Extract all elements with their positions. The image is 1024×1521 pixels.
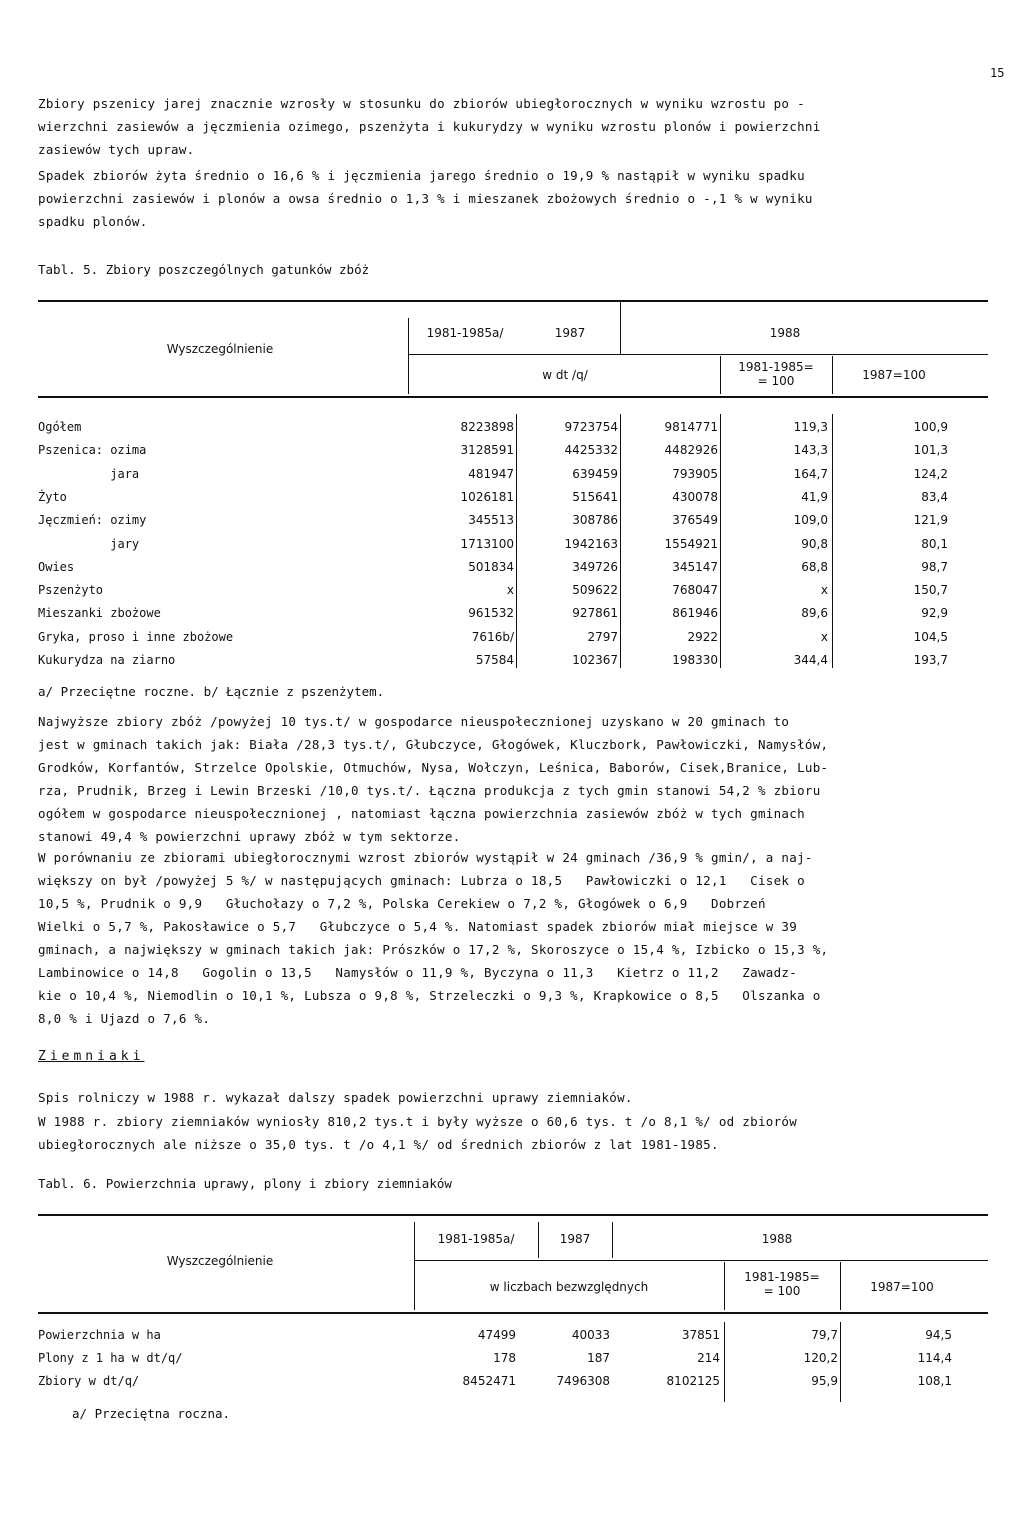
table6-cell-v2: 7496308: [556, 1374, 610, 1388]
table5-row-label: Pszenica: ozima: [38, 443, 147, 458]
table5-header-col5: 1987=100: [862, 368, 926, 382]
table5-cell-v2: 2797: [587, 629, 618, 644]
table5-cell-v4: 119,3: [793, 420, 828, 434]
table5-row-label: Owies: [38, 559, 75, 574]
table5-cell-v3: 4482926: [664, 443, 718, 458]
table5-vline: [620, 414, 621, 668]
section-title: Ziemniaki: [38, 1049, 145, 1064]
table6-cell-v4: 95,9: [811, 1374, 838, 1388]
table6-header-col5: 1987=100: [870, 1280, 934, 1294]
table5-header-col1: 1981-1985a/: [426, 326, 504, 340]
section-paragraph-5: Spis rolniczy w 1988 r. wykazał dalszy spadek powierzchni uprawy ziemniaków.: [38, 1090, 633, 1105]
table5-cell-v3: 345147: [672, 559, 718, 574]
table6-header-col1: 1981-1985a/: [437, 1232, 515, 1246]
table5-cell-v2: 509622: [572, 583, 618, 598]
table5-cell-v4: x: [820, 629, 828, 644]
table5-cell-v5: 124,2: [913, 466, 948, 481]
table5-cell-v2: 515641: [572, 489, 618, 504]
table5-header-col2: 1987: [554, 326, 586, 340]
table5-cell-v5: 150,7: [913, 583, 948, 598]
table5-header-col4: 1981-1985= = 100: [738, 360, 814, 388]
table5-cell-v1: 1713100: [460, 536, 514, 551]
table6-row-label: Plony z 1 ha w dt/q/: [38, 1351, 183, 1365]
table5-cell-v1: 3128591: [460, 443, 514, 458]
table6-footnote: a/ Przeciętna roczna.: [72, 1406, 231, 1421]
page-number: 15: [990, 66, 1005, 80]
table5-cell-v4: 41,9: [801, 489, 828, 504]
table6-cell-v1: 178: [493, 1351, 516, 1365]
table5-cell-v4: x: [820, 583, 828, 598]
table6-cell-v1: 47499: [477, 1328, 516, 1342]
table6-cell-v3: 214: [697, 1351, 720, 1365]
table6-cell-v4: 120,2: [803, 1351, 838, 1365]
table5-header-unit: w dt /q/: [542, 368, 588, 382]
body-paragraph-3: Najwyższe zbiory zbóż /powyżej 10 tys.t/ w gospodarce nieuspołecznionej uzyskano w 20 gminach to jest w gminach takich jak: Biała /28,3 tys.t/, Głubczyce, Głogówek, Kluczbork, Pawłowiczki, Namysłów, Grodków, Korfantów, Strzelce Opolskie, Otmuchów, Nysa, Wołczyn, Leśnica, Baborów, Cisek,Branice, Lub- rza, Prudnik, Brzeg i Lewin Brzeski /10,0 tys.t/. Łączna produkcja z tych gmin stanowi 54,2 % zbioru ogółem w gospodarce nieuspołecznionej , natomiast łączna powierzchnia zasiewów zbóż w tych gminach stanowi 49,4 % powierzchni uprawy zbóż w tym sektorze.: [38, 714, 829, 844]
table5-cell-v4: 164,7: [793, 466, 828, 481]
table5-caption: Tabl. 5. Zbiory poszczególnych gatunków zbóż: [38, 262, 370, 277]
table6-cell-v3: 37851: [681, 1328, 720, 1342]
table5-cell-v4: 89,6: [801, 606, 828, 621]
table5-cell-v5: 121,9: [913, 513, 948, 528]
table6-row-label: Powierzchnia w ha: [38, 1328, 161, 1342]
table5-cell-v3: 861946: [672, 606, 718, 621]
table5-cell-v1: 481947: [468, 466, 514, 481]
table5-cell-v2: 102367: [572, 653, 618, 667]
table5-vline: [408, 318, 409, 394]
table5-vline: [832, 414, 833, 668]
body-paragraph-4: W porównaniu ze zbiorami ubiegłorocznymi wzrost zbiorów wystąpił w 24 gminach /36,9 % gmin/, a naj- większy on był /powyżej 5 %/ w następujących gminach: Lubrza o 18,5 Pawłowiczki o 12,1 Cisek o 10,5 %, Prudnik o 9,9 Głuchołazy o 7,2 %, Polska Cerekiew o 7,2 %, Głogówek o 6,9 Dobrzeń Wielki o 5,7 %, Pakosławice o 5,7 Głubczyce o 5,4 %. Natomiast spadek zbiorów miał miejsce w 39 gminach, a największy w gminach takich jak: Prószków o 17,2 %, Skoroszyce o 15,4 %, Izbicko o 15,3 %, Lambinowice o 14,8 Gogolin o 13,5 Namysłów o 11,9 %, Byczyna o 11,3 Kietrz o 11,2 Zawadz- kie o 10,4 %, Niemodlin o 10,1 %, Lubsza o 9,8 %, Strzeleczki o 9,3 %, Krapkowice o 8,5 Olszanka o 8,0 % i Ujazd o 7,6 %.: [38, 850, 829, 1026]
table6-cell-v4: 79,7: [811, 1328, 838, 1342]
table5-cell-v4: 344,4: [793, 653, 828, 667]
table6-header-rule: [38, 1312, 988, 1314]
table5-cell-v1: 1026181: [460, 489, 514, 504]
table5-cell-v5: 104,5: [913, 629, 948, 644]
table5-cell-v3: 768047: [672, 583, 718, 598]
table5-cell-v2: 4425332: [564, 443, 618, 458]
table5-cell-v3: 198330: [672, 653, 718, 667]
table6-cell-v5: 94,5: [925, 1328, 952, 1342]
table5-cell-v5: 83,4: [921, 489, 948, 504]
table5-cell-v5: 98,7: [921, 559, 948, 574]
table5-cell-v3: 430078: [672, 489, 718, 504]
table6-cell-v2: 187: [587, 1351, 610, 1365]
table5-row-label: Mieszanki zbożowe: [38, 606, 161, 621]
table5-cell-v1: x: [506, 583, 514, 598]
table5-cell-v4: 68,8: [801, 559, 828, 574]
table5-cell-v2: 308786: [572, 513, 618, 528]
table6-cell-v5: 108,1: [917, 1374, 952, 1388]
table5-row-label: Kukurydza na ziarno: [38, 653, 176, 667]
table5-cell-v2: 927861: [572, 606, 618, 621]
table6-header-col3: 1988: [761, 1232, 793, 1246]
table5-cell-v1: 501834: [468, 559, 514, 574]
table5-cell-v5: 101,3: [913, 443, 948, 458]
table5-vline: [720, 414, 721, 668]
table6-caption: Tabl. 6. Powierzchnia uprawy, plony i zbiory ziemniaków: [38, 1176, 452, 1191]
table5-cell-v3: 9814771: [664, 420, 718, 434]
table5-cell-v1: 8223898: [460, 420, 514, 434]
table6-vline: [724, 1262, 725, 1310]
table5-row-label: jary: [38, 536, 140, 551]
table5-mid-rule: [408, 354, 988, 355]
table5-cell-v2: 639459: [572, 466, 618, 481]
table5-cell-v3: 376549: [672, 513, 718, 528]
table5-cell-v2: 1942163: [564, 536, 618, 551]
table5-cell-v5: 193,7: [913, 653, 948, 667]
table6-header-col2: 1987: [559, 1232, 591, 1246]
table6-header-col0: Wyszczególnienie: [166, 1254, 274, 1268]
table5-row-label: Gryka, proso i inne zbożowe: [38, 629, 234, 644]
table6-mid-rule: [414, 1260, 988, 1261]
table5-row-label: Żyto: [38, 489, 67, 504]
table5-row-label: Ogółem: [38, 420, 82, 434]
table5-cell-v3: 2922: [687, 629, 718, 644]
intro-paragraph-1: Zbiory pszenicy jarej znacznie wzrosły w stosunku do zbiorów ubiegłorocznych w wyniku wzrostu po - wierzchni zasiewów a jęczmienia ozimego, pszenżyta i kukurydzy w wyniku wzrostu plonów i powierzchni zasiewów tych upraw.: [38, 96, 821, 157]
table5-cell-v2: 9723754: [564, 420, 618, 434]
table5-row-label: Pszenżyto: [38, 583, 104, 598]
intro-paragraph-2: Spadek zbiorów żyta średnio o 16,6 % i jęczmienia jarego średnio o 19,9 % nastąpił w wyniku spadku powierzchni zasiewów i plonów a owsa średnio o 1,3 % i mieszanek zbożowych średnio o -,1 % w wyniku spadku plonów.: [38, 168, 813, 229]
table6-row-label: Zbiory w dt/q/: [38, 1374, 140, 1388]
table5-cell-v4: 143,3: [793, 443, 828, 458]
table6-vline: [724, 1322, 725, 1402]
table5-cell-v5: 100,9: [913, 420, 948, 434]
table5-cell-v5: 92,9: [921, 606, 948, 621]
table5-header-rule: [38, 396, 988, 398]
table6-vline: [840, 1322, 841, 1402]
table6-cell-v1: 8452471: [462, 1374, 516, 1388]
table5-vline: [720, 356, 721, 394]
table6-vline: [414, 1222, 415, 1310]
table5-cell-v3: 1554921: [664, 536, 718, 551]
table5-cell-v4: 109,0: [793, 513, 828, 528]
table5-vline: [832, 356, 833, 394]
table6-cell-v2: 40033: [571, 1328, 610, 1342]
table5-row-label: Jęczmień: ozimy: [38, 513, 147, 528]
table5-footnote: a/ Przeciętne roczne. b/ Łącznie z pszenżytem.: [38, 684, 385, 699]
table5-top-rule: [38, 300, 988, 302]
table5-cell-v1: 7616b/: [471, 629, 514, 644]
table5-cell-v3: 793905: [672, 466, 718, 481]
table5-cell-v1: 345513: [468, 513, 514, 528]
table5-vline: [516, 414, 517, 668]
table5-cell-v5: 80,1: [921, 536, 948, 551]
table5-row-label: jara: [38, 466, 140, 481]
table6-header-unit: w liczbach bezwzględnych: [489, 1280, 649, 1294]
table6-header-col4: 1981-1985= = 100: [744, 1270, 820, 1298]
table6-cell-v5: 114,4: [917, 1351, 952, 1365]
table5-cell-v4: 90,8: [801, 536, 828, 551]
table6-cell-v3: 8102125: [666, 1374, 720, 1388]
table5-header-col0: Wyszczególnienie: [166, 342, 274, 356]
section-paragraph-6: W 1988 r. zbiory ziemniaków wyniosły 810,2 tys.t i były wyższe o 60,6 tys. t /o 8,1 %/ od zbiorów ubiegłorocznych ale niższe o 35,0 tys. t /o 4,1 %/ od średnich zbiorów z lat 1981-1985.: [38, 1114, 798, 1152]
table5-cell-v2: 349726: [572, 559, 618, 574]
table6-vline: [840, 1262, 841, 1310]
table6-top-rule: [38, 1214, 988, 1216]
table5-header-col3: 1988: [769, 326, 801, 340]
table5-cell-v1: 961532: [468, 606, 514, 621]
table5-cell-v1: 57584: [475, 653, 514, 667]
